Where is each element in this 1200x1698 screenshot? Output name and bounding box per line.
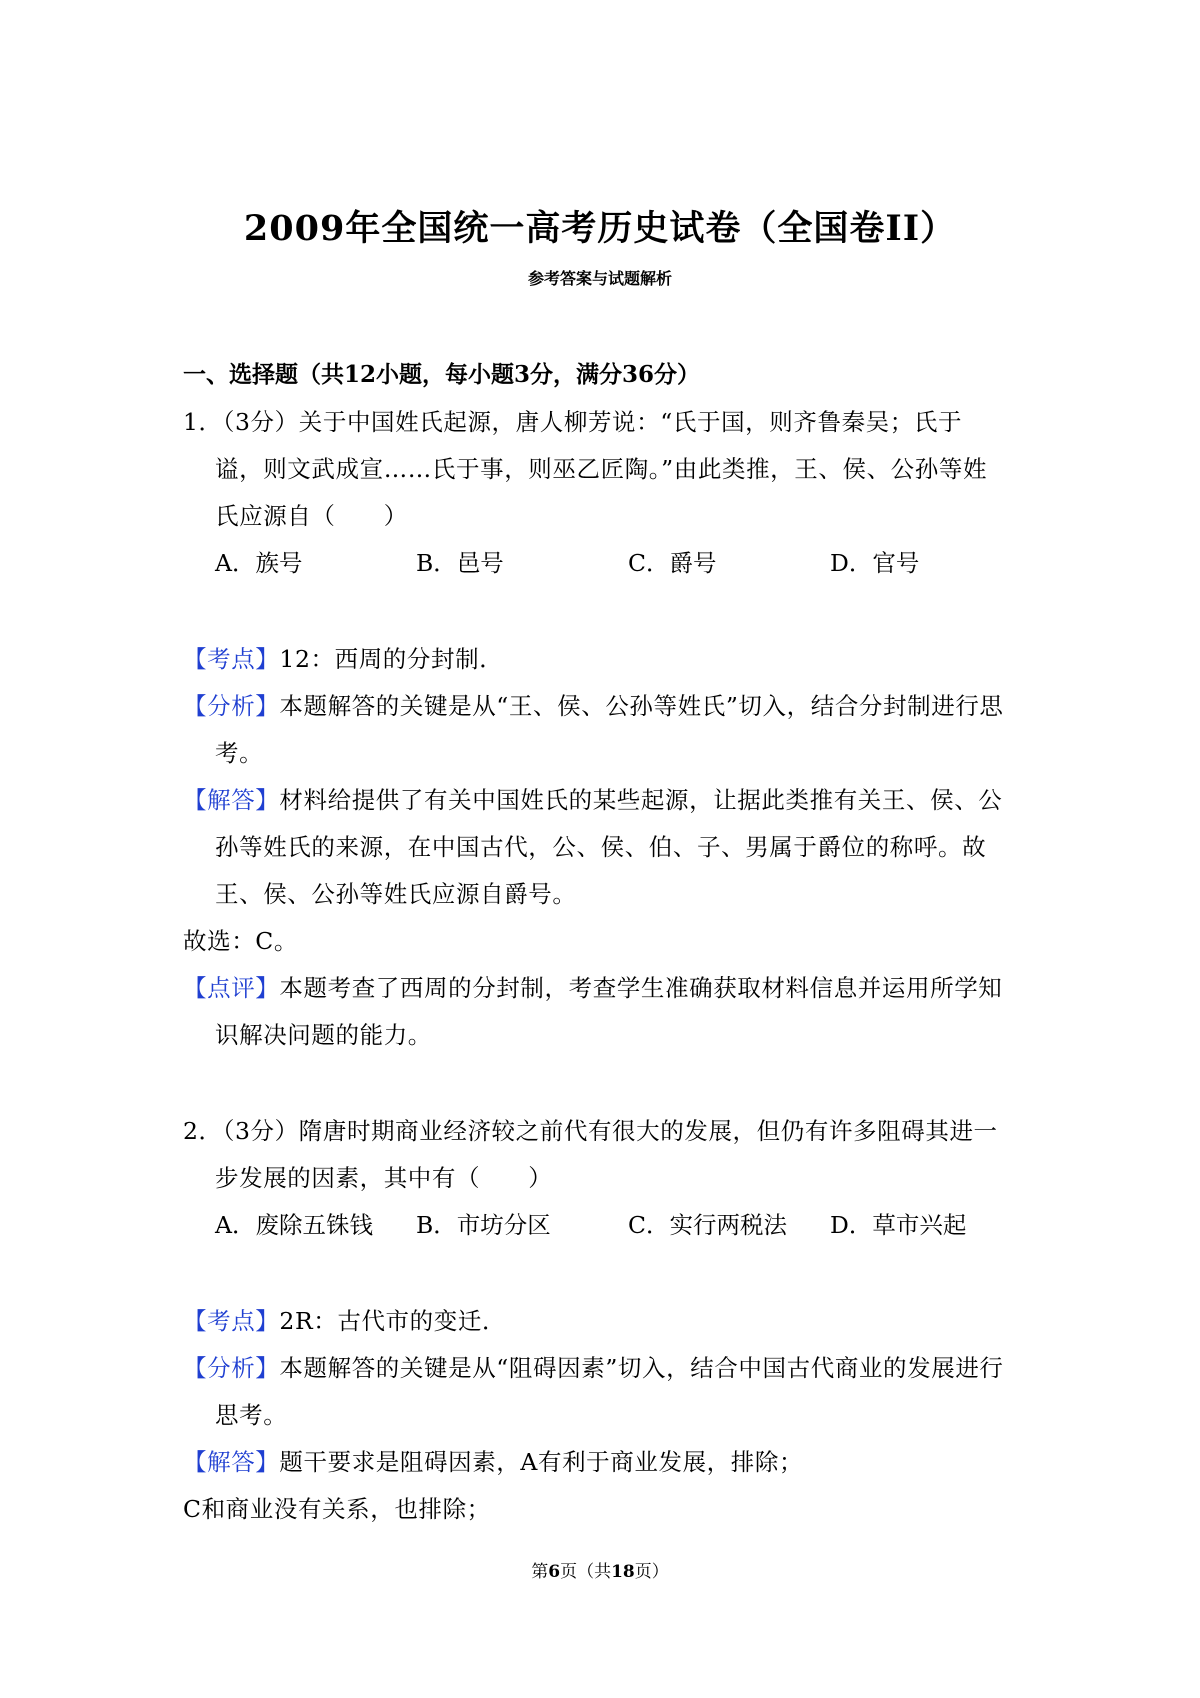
q2-stem-line-2: 步发展的因素，其中有（ ） bbox=[215, 1164, 553, 1192]
kaodian-tag: 【考点】 bbox=[183, 1307, 280, 1335]
q2-fenxi-line-2: 思考。 bbox=[215, 1401, 288, 1429]
q2-option-d: D．草市兴起 bbox=[830, 1211, 967, 1239]
q1-stem-line-1: 1．（3分）关于中国姓氏起源，唐人柳芳说：“氏于国，则齐鲁秦吴；氏于 bbox=[183, 408, 963, 436]
jieda-tag: 【解答】 bbox=[183, 1448, 280, 1476]
page-footer bbox=[0, 1560, 1200, 1584]
footer-page-number: 6 bbox=[548, 1562, 561, 1582]
q1-answer: 故选：C。 bbox=[183, 927, 298, 955]
q2-stem-line-1: 2．（3分）隋唐时期商业经济较之前代有很大的发展，但仍有许多阻碍其进一 bbox=[183, 1117, 998, 1145]
q1-option-d: D．官号 bbox=[830, 549, 920, 577]
kaodian-text: 2R：古代市的变迁． bbox=[279, 1307, 507, 1335]
fenxi-tag: 【分析】 bbox=[183, 1354, 280, 1382]
jieda-text: 题干要求是阻碍因素，A有利于商业发展，排除； bbox=[279, 1448, 804, 1476]
q2-option-b: B．市坊分区 bbox=[416, 1211, 551, 1239]
section-heading: 一、选择题（共12小题，每小题3分，满分36分） bbox=[183, 361, 701, 388]
jieda-tag: 【解答】 bbox=[183, 786, 280, 814]
fenxi-tag: 【分析】 bbox=[183, 692, 280, 720]
kaodian-tag: 【考点】 bbox=[183, 645, 280, 673]
dianping-tag: 【点评】 bbox=[183, 974, 280, 1002]
q1-dianping-line-2: 识解决问题的能力。 bbox=[215, 1021, 432, 1049]
q1-dianping bbox=[183, 970, 1002, 1006]
kaodian-text: 12：西周的分封制． bbox=[279, 645, 504, 673]
q1-option-b: B．邑号 bbox=[416, 549, 504, 577]
q1-jieda-line-2: 孙等姓氏的来源，在中国古代，公、侯、伯、子、男属于爵位的称呼。故 bbox=[215, 833, 987, 861]
q1-fenxi bbox=[183, 688, 1004, 724]
q2-extra-line: C和商业没有关系，也排除； bbox=[183, 1495, 491, 1523]
fenxi-text: 本题解答的关键是从“阻碍因素”切入，结合中国古代商业的发展进行 bbox=[279, 1354, 1004, 1382]
page-title: 2009年全国统一高考历史试卷（全国卷II） bbox=[243, 208, 957, 249]
q2-option-a: A．废除五铢钱 bbox=[215, 1211, 373, 1239]
q1-kaodian bbox=[183, 641, 503, 677]
footer-suffix: 页） bbox=[634, 1562, 669, 1582]
q1-fenxi-line-2: 考。 bbox=[215, 739, 264, 767]
q1-jieda bbox=[183, 782, 1002, 818]
q2-jieda bbox=[183, 1444, 803, 1480]
fenxi-text: 本题解答的关键是从“王、侯、公孙等姓氏”切入，结合分封制进行思 bbox=[279, 692, 1004, 720]
q2-option-c: C．实行两税法 bbox=[628, 1211, 787, 1239]
dianping-text: 本题考查了西周的分封制，考查学生准确获取材料信息并运用所学知 bbox=[279, 974, 1003, 1002]
footer-total-pages: 18 bbox=[611, 1562, 635, 1582]
q1-option-a: A．族号 bbox=[215, 549, 303, 577]
q1-jieda-line-3: 王、侯、公孙等姓氏应源自爵号。 bbox=[215, 880, 577, 908]
footer-middle: 页（共 bbox=[560, 1562, 612, 1582]
jieda-text: 材料给提供了有关中国姓氏的某些起源，让据此类推有关王、侯、公 bbox=[279, 786, 1003, 814]
q1-stem-line-3: 氏应源自（ ） bbox=[215, 502, 408, 530]
q2-kaodian bbox=[183, 1303, 506, 1339]
footer-prefix: 第 bbox=[531, 1562, 549, 1582]
page-subtitle: 参考答案与试题解析 bbox=[527, 269, 672, 288]
q1-stem-line-2: 谥，则文武成宣……氏于事，则巫乙匠陶。”由此类推，王、侯、公孙等姓 bbox=[215, 455, 988, 483]
q1-option-c: C．爵号 bbox=[628, 549, 717, 577]
q2-fenxi bbox=[183, 1350, 1004, 1386]
